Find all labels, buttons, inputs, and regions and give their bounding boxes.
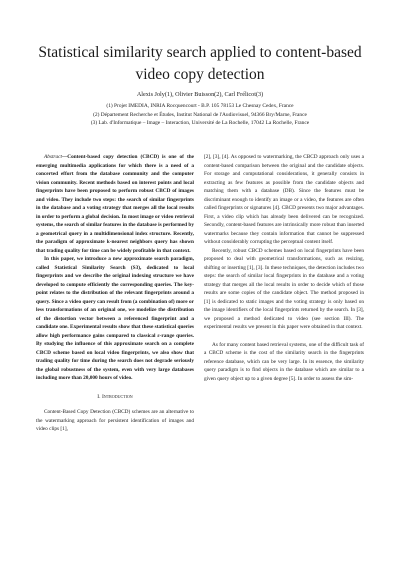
intro-paragraph-1: Content-Based Copy Detection (CBCD) schemes are an alternative to the watermarking approach for persistent identification of images and video clips [1], bbox=[36, 409, 194, 432]
title-line-1: Statistical similarity search applied to content-based bbox=[38, 44, 362, 61]
right-column bbox=[204, 153, 364, 383]
right-paragraph-2: Recently, robust CBCD schemes based on local fingerprints have been proposed to deal with geometrical transformations, such as resizing, shifting or inserting [1], [3]. In these techniques, the detection includes two steps: the search of similar local fingerprints in the database and a voting strategy that merges all the local results in order to decide which of those results are some copies of the candidate object. The method proposed in [1] is dedicated to static images and the voting strategy is only based on the image identifiers of the local fingerprints returned by the search. In [3], we proposed a method dedicated to video (see section III). The experimental results we present in this paper were obtained in that context. bbox=[204, 247, 364, 330]
abstract-paragraph-2: In this paper, we introduce a new approximate search paradigm, called Statistical Similarity Search (S3), dedicated to local fingerprints and we describe the original indexing structure we have developed to compute efficiently the corresponding queries. The key-point relates to the distribution of the relevant fingerprints around a query. Since a video query can result from (a combination of) more or less transformations of an original one, we modelize the distribution of the distortion vector between a referenced fingerprint and a candidate one. Experimental results show that these statistical queries allow high performance gains compared to classical ε-range queries. By studying the influence of this approximate search on a complete CBCD scheme based on local video fingerprints, we also show that trading quality for time during the search does not degrade seriously the global robustness of the system, even with very large databases including more than 20,000 hours of video. bbox=[36, 256, 194, 381]
abstract-paragraph-1 bbox=[36, 153, 194, 255]
author-list: Alexis Joly(1), Olivier Buisson(2), Carl Frélicot(3) bbox=[136, 91, 264, 98]
affiliation-1: (1) Projet IMEDIA, INRIA Rocquencourt - B.P. 105 78153 Le Chesnay Cedex, France bbox=[106, 103, 294, 109]
affiliation-3: (3) Lab. d'Informatique – Image – Interaction, Université de La Rochelle, 17042 La Rochelle, France bbox=[90, 120, 310, 127]
affiliation-2: (2) Département Recherche et Études, Institut National de l'Audiovisuel, 94366 Bry/Marne, France bbox=[93, 111, 307, 118]
title-line-2: video copy detection bbox=[135, 66, 265, 83]
left-column bbox=[36, 153, 194, 434]
section-heading-introduction: I. Introduction bbox=[97, 393, 133, 400]
right-paragraph-3: As for many content based retrieval systems, one of the difficult task of a CBCD scheme is the cost of the similarity search in the fingerprints reference database, which can be very large. In its essence, the similarity query paradigm is to find objects in the database which are similar to a given query object up to a given degree [5]. In order to assess the sim- bbox=[204, 341, 364, 382]
abstract-lead: Abstract bbox=[44, 154, 62, 160]
paragraph-gap bbox=[204, 332, 364, 341]
right-paragraph-1: [2], [3], [4]. As opposed to watermarking, the CBCD approach only uses a content-based comparison between the original and the candidate objects. For storage and computational considerations, it generally consists in extracting as few features as possible from the candidate objects and matching them with a database (DB). Since the features must be discriminant enough to identify an image or a video, the features are often called fingerprints or signatures [4]. CBCD presents two major advantages. First, a video clip which has already been delivered can be recognized. Secondly, content-based features are intrinsically more robust than inserted watermarks because they contain information that cannot be suppressed without considerably corrupting the perceptual content itself. bbox=[204, 154, 364, 245]
abstract-text-1: —Content-based copy detection (CBCD) is one of the emerging multimedia applications for which there is a need of a concerted effort from the database community and the computer vision community. Recent methods based on interest points and local fingerprints have been proposed to perform robust CBCD of images and video. They include two steps: the search of similar fingerprints in the database and a voting strategy that merges all the local results in order to perform a global decision. In most image or video retrieval systems, the search of similar features in the database is performed by a geometrical query in a multidimensional index structure. Recently, the paradigm of approximate k-nearest neighbors query has shown that trading quality for time can be widely profitable in that context. bbox=[36, 154, 195, 254]
paper-title bbox=[20, 42, 380, 86]
